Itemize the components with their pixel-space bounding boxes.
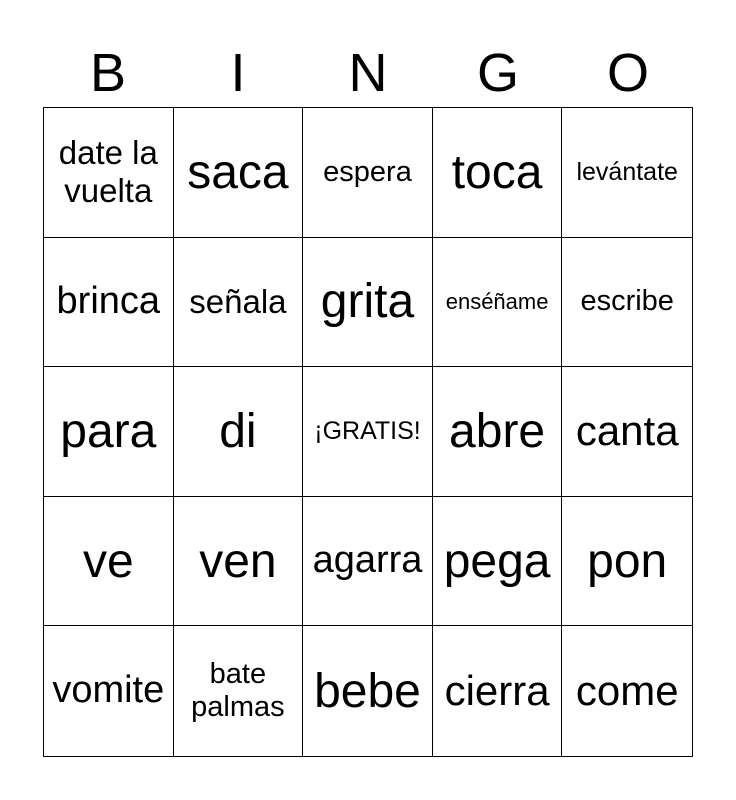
- bingo-cell[interactable]: ven: [174, 497, 304, 627]
- header-letter-o: O: [606, 43, 649, 103]
- bingo-cell[interactable]: escribe: [562, 238, 692, 368]
- bingo-cell[interactable]: enséñame: [433, 238, 563, 368]
- header-letter-g: G: [476, 43, 519, 103]
- bingo-cell[interactable]: canta: [562, 367, 692, 497]
- bingo-cell[interactable]: levántate: [562, 108, 692, 238]
- header-letter-n: N: [348, 43, 388, 103]
- bingo-cell[interactable]: come: [575, 667, 679, 715]
- bingo-cell[interactable]: espera: [303, 108, 433, 238]
- free-space-cell[interactable]: ¡GRATIS!: [303, 367, 433, 497]
- bingo-cell[interactable]: pon: [562, 497, 692, 627]
- bingo-cell[interactable]: bebe: [303, 626, 433, 756]
- bingo-board: [43, 107, 693, 757]
- bingo-cell[interactable]: pega: [433, 497, 563, 627]
- bingo-cell[interactable]: señala: [174, 238, 304, 368]
- bingo-cell[interactable]: grita: [303, 238, 433, 368]
- bingo-cell[interactable]: abre: [433, 367, 563, 497]
- header-letter-b: B: [89, 43, 127, 103]
- header-letter-i: I: [230, 43, 246, 103]
- bingo-cell[interactable]: para: [44, 367, 174, 497]
- bingo-cell[interactable]: saca: [174, 108, 304, 238]
- bingo-cell[interactable]: bate palmas: [174, 626, 304, 756]
- bingo-cell[interactable]: agarra: [303, 497, 433, 627]
- bingo-cell[interactable]: ve: [44, 497, 174, 627]
- bingo-cell[interactable]: vomite: [44, 626, 174, 756]
- bingo-cell[interactable]: brinca: [44, 238, 174, 368]
- bingo-cell[interactable]: cierra: [433, 626, 563, 756]
- bingo-header: [43, 40, 693, 106]
- bingo-cell[interactable]: di: [174, 367, 304, 497]
- bingo-cell[interactable]: date la vuelta: [44, 108, 174, 238]
- bingo-cell[interactable]: toca: [433, 108, 563, 238]
